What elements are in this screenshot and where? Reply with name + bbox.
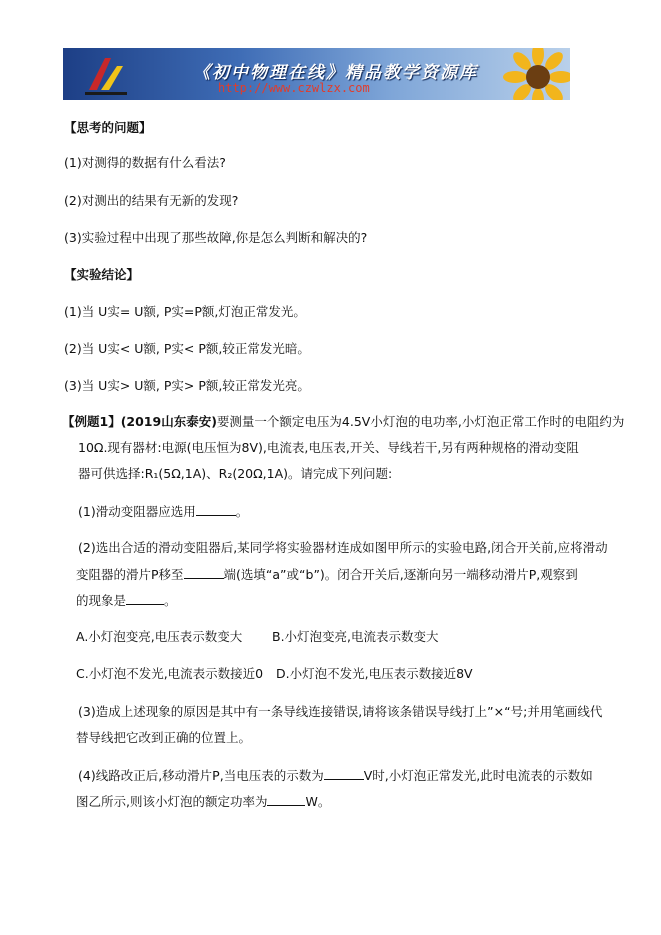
example-label: 【例题1】 [62,414,121,429]
conclusion-c2: (2)当 U实< U额, P实< P额,较正常发光暗。 [64,341,310,356]
example-line3: 器可供选择:R₁(5Ω,1A)、R₂(20Ω,1A)。请完成下列问题: [78,466,393,481]
sunflower-icon [503,48,570,100]
answer-blank-2[interactable] [184,566,224,579]
part4-text-a: (4)线路改正后,移动滑片P,当电压表的示数为 [78,768,324,783]
part2-text-b: 端(选填“a”或“b”)。闭合开关后,逐渐向另一端移动滑片P,观察到 [223,567,578,582]
thinking-q2: (2)对测出的结果有无新的发现? [64,193,239,208]
part2-line2 [76,566,578,583]
conclusion-c3: (3)当 U实> U额, P实> P额,较正常发光亮。 [64,378,310,393]
part2-end: 。 [164,593,177,608]
part3-line2: 替导线把它改到正确的位置上。 [76,730,252,745]
part2-line1: (2)选出合适的滑动变阻器后,某同学将实验器材连成如图甲所示的实验电路,闭合开关前,应将滑动 [78,540,608,555]
option-a: A.小灯泡变亮,电压表示数变大 [76,629,243,644]
part1-text: (1)滑动变阻器应选用 [78,504,196,519]
example-text1: 要测量一个额定电压为4.5V小灯泡的电功率,小灯泡正常工作时的电阻约为 [216,414,625,429]
option-d: D.小灯泡不发光,电压表示数接近8V [276,666,473,681]
part2-text-c: 的现象是 [76,593,127,608]
banner-url: http://www.czwlzx.com [218,81,370,95]
option-c: C.小灯泡不发光,电流表示数接近0 [76,666,264,681]
header-banner [63,48,570,100]
part4-text-b: V时,小灯泡正常发光,此时电流表的示数如 [363,768,593,783]
part1-end: 。 [235,504,249,519]
thinking-q1: (1)对测得的数据有什么看法? [64,155,226,170]
part4-line2 [76,793,330,810]
example-line2: 10Ω.现有器材:电源(电压恒为8V),电流表,电压表,开关、导线若干,另有两种规格的滑动变阻 [78,440,579,455]
conclusion-c1: (1)当 U实= U额, P实=P额,灯泡正常发光。 [64,304,306,319]
part3-line1: (3)造成上述现象的原因是其中有一条导线连接错误,请将该条错误导线打上”×“号;并用笔画线代 [78,704,603,719]
part4-line1 [78,767,593,784]
thinking-q3: (3)实验过程中出现了那些故障,你是怎么判断和解决的? [64,230,368,245]
thinking-heading: 【思考的问题】 [64,120,152,135]
part2-text-a: 变阻器的滑片P移至 [76,567,184,582]
conclusion-heading: 【实验结论】 [64,267,140,282]
part1 [78,503,248,520]
example-source: (2019山东泰安) [120,414,217,429]
part4-text-c: 图乙所示,则该小灯泡的额定功率为 [76,794,268,809]
answer-blank-3[interactable] [126,592,164,605]
answer-blank-1[interactable] [196,503,236,516]
banner-title: 《初中物理在线》精品教学资源库 [193,63,478,83]
answer-blank-5[interactable] [267,793,305,806]
example-line1 [62,414,624,430]
option-b: B.小灯泡变亮,电流表示数变大 [272,629,439,644]
part2-line3 [76,592,177,609]
logo-icon [83,52,129,96]
answer-blank-4[interactable] [324,767,364,780]
part4-end: W。 [305,794,331,809]
